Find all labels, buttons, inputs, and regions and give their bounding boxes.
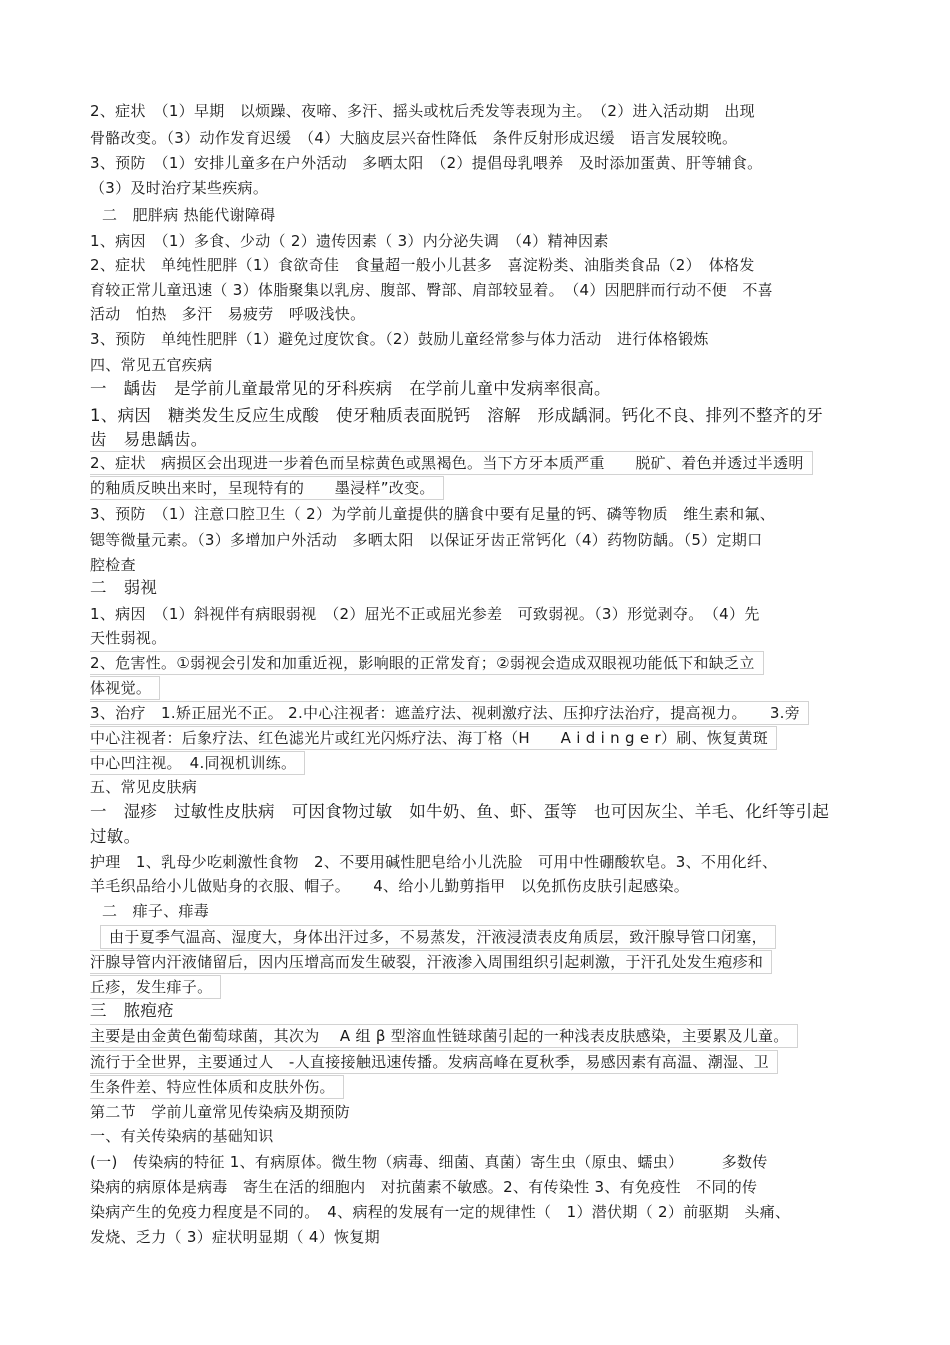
text-line: （3）及时治疗某些疾病。 [90, 179, 269, 197]
text-line: 体视觉。 [90, 676, 160, 700]
section-heading: 五、常见皮肤病 [90, 778, 198, 796]
text-line: 天性弱视。 [90, 629, 167, 647]
text-line: 流行于全世界，主要通过人 -人直接接触迅速传播。发病高峰在夏秋季，易感因素有高温、潮湿、卫 [90, 1050, 778, 1074]
section-heading: 二 肥胖病 热能代谢障碍 [102, 206, 276, 224]
text-line: 1、病因 （1）多食、少动（ 2）遗传因素（ 3）内分泌失调 （4）精神因素 [90, 232, 609, 250]
subsection-heading: 二 痱子、痱毒 [102, 902, 210, 920]
text-line: 锶等微量元素。（3）多增加户外活动 多晒太阳 以保证牙齿正常钙化（4）药物防龋。（5）定期口 [90, 531, 763, 549]
text-line: 染病产生的免疫力程度是不同的。 4、病程的发展有一定的规律性（ 1）潜伏期（ 2）前驱期 头痛、 [90, 1203, 791, 1221]
text-line: 3、预防 （1）安排儿童多在户外活动 多晒太阳 （2）提倡母乳喂养 及时添加蛋黄、肝等辅食。 [90, 154, 763, 172]
text-line: 染病的病原体是病毒 寄生在活的细胞内 对抗菌素不敏感。2、有传染性 3、有免疫性 不同的传 [90, 1178, 758, 1196]
text-line: 中心凹注视。 4.同视机训练。 [90, 751, 305, 775]
text-line: 的釉质反映出来时，呈现特有的 墨浸样”改变。 [90, 476, 444, 500]
subsection-heading: 二 弱视 [90, 578, 158, 597]
text-line: 2、症状 （1）早期 以烦躁、夜啼、多汗、摇头或枕后秃发等表现为主。 （2）进入活动期 出现 [90, 102, 755, 120]
text-line: 骨骼改变。（3）动作发育迟缓 （4）大脑皮层兴奋性降低 条件反射形成迟缓 语言发展较晚。 [90, 129, 738, 147]
section-heading: 第二节 学前儿童常见传染病及期预防 [90, 1103, 351, 1121]
subsection-heading: 三 脓疱疮 [90, 1001, 174, 1020]
text-line: 护理 1、乳母少吃刺激性食物 2、不要用碱性肥皂给小儿洗脸 可用中性硼酸软皂。3、不用化纤、 [90, 853, 778, 871]
text-line: 一 湿疹 过敏性皮肤病 可因食物过敏 如牛奶、鱼、虾、蛋等 也可因灰尘、羊毛、化纤等引起 [90, 802, 830, 821]
text-line: 羊毛织品给小儿做贴身的衣服、帽子。 4、给小儿勤剪指甲 以免抓伤皮肤引起感染。 [90, 877, 690, 895]
text-line: 齿 易患龋齿。 [90, 430, 208, 449]
section-heading: 一、有关传染病的基础知识 [90, 1127, 274, 1145]
text-line: 由于夏季气温高、湿度大，身体出汗过多，不易蒸发，汗液浸渍表皮角质层，致汗腺导管口闭塞， [100, 925, 776, 949]
text-line: 3、预防 单纯性肥胖（1）避免过度饮食。（2）鼓励儿童经常参与体力活动 进行体格锻炼 [90, 330, 709, 348]
text-line: 发烧、乏力（ 3）症状明显期（ 4）恢复期 [90, 1228, 380, 1246]
subsection-heading: 一 龋齿 是学前儿童最常见的牙科疾病 在学前儿童中发病率很高。 [90, 379, 611, 398]
text-line: 1、病因 （1）斜视伴有病眼弱视 （2）屈光不正或屈光参差 可致弱视。（3）形觉剥夺。 （4）先 [90, 605, 760, 623]
text-line: 过敏。 [90, 827, 141, 846]
text-line: 主要是由金黄色葡萄球菌，其次为 A 组 β 型溶血性链球菌引起的一种浅表皮肤感染，主要累及儿童。 [90, 1024, 798, 1048]
text-line: 生条件差、特应性体质和皮肤外伤。 [90, 1075, 344, 1099]
text-line: 2、危害性。①弱视会引发和加重近视，影响眼的正常发育；②弱视会造成双眼视功能低下和缺乏立 [90, 651, 764, 675]
section-heading: 四、常见五官疾病 [90, 356, 213, 374]
text-line: 2、症状 病损区会出现进一步着色而呈棕黄色或黑褐色。当下方牙本质严重 脱矿、着色并透过半透明 [90, 451, 813, 475]
text-line: 3、治疗 1.矫正屈光不正。 2.中心注视者：遮盖疗法、视刺激疗法、压抑疗法治疗，提高视力。 3.旁 [90, 701, 809, 725]
text-line: 汗腺导管内汗液储留后，因内压增高而发生破裂，汗液渗入周围组织引起刺激，于汗孔处发生疱疹和 [90, 950, 772, 974]
text-line: 活动 怕热 多汗 易疲劳 呼吸浅快。 [90, 305, 366, 323]
text-line: 1、病因 糖类发生反应生成酸 使牙釉质表面脱钙 溶解 形成龋洞。钙化不良、排列不整齐的牙 [90, 406, 824, 425]
text-line: 3、预防 （1）注意口腔卫生（ 2）为学前儿童提供的膳食中要有足量的钙、磷等物质 维生素和氟、 [90, 505, 776, 523]
text-line: 2、症状 单纯性肥胖（1）食欲奇佳 食量超一般小儿甚多 喜淀粉类、油脂类食品（2） 体格发 [90, 256, 755, 274]
text-line: 中心注视者：后象疗法、红色滤光片或红光闪烁疗法、海丁格（H A i d i n g e r）刷、恢复黄斑 [90, 726, 777, 750]
text-line: 腔检查 [90, 556, 136, 574]
text-line: 丘疹，发生痱子。 [90, 975, 221, 999]
text-line: (一) 传染病的特征 1、有病原体。微生物（病毒、细菌、真菌）寄生虫（原虫、蠕虫） 多数传 [90, 1153, 768, 1171]
text-line: 育较正常儿童迅速（ 3）体脂聚集以乳房、腹部、臀部、肩部较显着。 （4）因肥胖而行动不便 不喜 [90, 281, 773, 299]
